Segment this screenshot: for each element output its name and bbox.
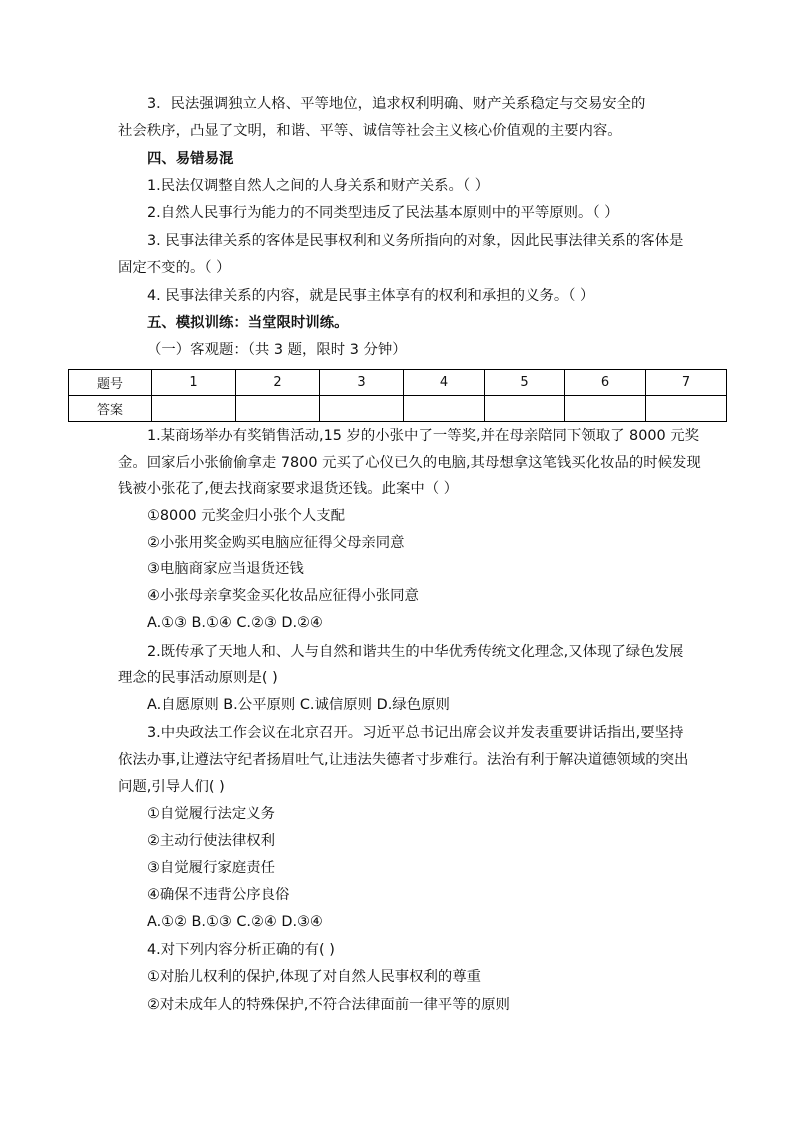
true-false-item-3: 3. 民事法律关系的客体是民事权利和义务所指向的对象，因此民事法律关系的客体是 [147,233,684,249]
table-cell-number: 7 [646,370,727,396]
question-1-stem: 1.某商场举办有奖销售活动,15 岁的小张中了一等奖,并在母亲陪同下领取了 8000 元奖 [147,428,700,444]
question-2-stem: 2.既传承了天地人和、人与自然和谐共生的中华优秀传统文化理念,又体现了绿色发展 [147,644,684,660]
question-3-statement: ①自觉履行法定义务 [147,806,276,822]
section-heading-errors: 四、易错易混 [147,151,234,167]
question-1-statement: ③电脑商家应当退货还钱 [147,561,304,577]
paragraph-civil-law-2: 社会秩序，凸显了文明，和谐、平等、诚信等社会主义核心价值观的主要内容。 [118,123,622,139]
table-row-answers [69,396,727,422]
table-cell-number: 2 [236,370,320,396]
question-3-stem-cont: 依法办事,让遵法守纪者扬眉吐气,让违法失德者寸步难行。法治有利于解决道德领域的突出 [118,752,689,768]
question-3-statement: ④确保不违背公序良俗 [147,887,290,903]
paragraph-civil-law-1: 3．民法强调独立人格、平等地位，追求权利明确、财产关系稳定与交易安全的 [147,96,646,112]
question-4-statement: ②对未成年人的特殊保护,不符合法律面前一律平等的原则 [147,997,510,1013]
section-heading-practice: 五、模拟训练：当堂限时训练。 [147,315,349,331]
table-row-numbers [69,370,727,396]
question-2-stem-cont: 理念的民事活动原则是( ) [118,670,278,686]
table-cell-number: 5 [485,370,565,396]
answer-cell[interactable] [152,396,236,422]
answer-cell[interactable] [236,396,320,422]
table-cell-number: 6 [565,370,646,396]
answer-cell[interactable] [320,396,404,422]
subsection-objective: （一）客观题：（共 3 题，限时 3 分钟） [147,342,407,358]
true-false-item-1: 1.民法仅调整自然人之间的人身关系和财产关系。（ ） [147,178,490,194]
question-3-statement: ③自觉履行家庭责任 [147,860,276,876]
question-3-statement: ②主动行使法律权利 [147,833,276,849]
table-header-number: 题号 [69,370,152,396]
table-cell-number: 4 [404,370,485,396]
question-1-options: A.①③ B.①④ C.②③ D.②④ [147,615,323,631]
answer-cell[interactable] [646,396,727,422]
table-header-answer: 答案 [69,396,152,422]
question-4-statement: ①对胎儿权利的保护,体现了对自然人民事权利的尊重 [147,969,482,985]
answer-cell[interactable] [485,396,565,422]
answer-cell[interactable] [404,396,485,422]
true-false-item-3-cont: 固定不变的。（ ） [118,260,231,276]
table-cell-number: 3 [320,370,404,396]
true-false-item-4: 4. 民事法律关系的内容，就是民事主体享有的权利和承担的义务。（ ） [147,288,595,304]
question-3-stem: 3.中央政法工作会议在北京召开。习近平总书记出席会议并发表重要讲话指出,要坚持 [147,725,684,741]
question-1-statement: ④小张母亲拿奖金买化妆品应征得小张同意 [147,588,419,604]
question-3-options: A.①② B.①③ C.②④ D.③④ [147,914,323,930]
question-1-statement: ②小张用奖金购买电脑应征得父母亲同意 [147,535,405,551]
question-1-statement: ①8000 元奖金归小张个人支配 [147,508,346,524]
answer-table [68,369,727,422]
question-2-options: A.自愿原则 B.公平原则 C.诚信原则 D.绿色原则 [147,697,450,713]
question-3-stem-cont: 问题,引导人们( ) [118,779,225,795]
table-cell-number: 1 [152,370,236,396]
question-1-stem-cont: 金。回家后小张偷偷拿走 7800 元买了心仪已久的电脑,其母想拿这笔钱买化妆品的时候发现 [118,455,701,471]
true-false-item-2: 2.自然人民事行为能力的不同类型违反了民法基本原则中的平等原则。（ ） [147,205,619,221]
question-4-stem: 4.对下列内容分析正确的有( ) [147,942,335,958]
answer-cell[interactable] [565,396,646,422]
question-1-stem-cont: 钱被小张花了,便去找商家要求退货还钱。此案中（ ） [118,481,459,497]
